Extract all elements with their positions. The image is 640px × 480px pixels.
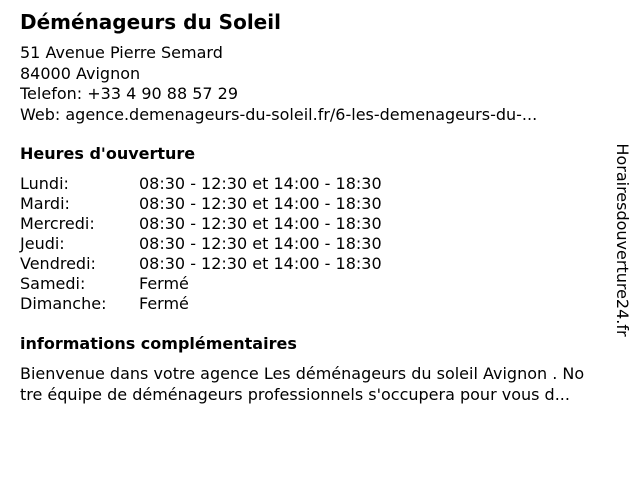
hours-row-sunday [20, 294, 382, 314]
description-line: Bienvenue dans votre agence Les déménageurs du soleil Avignon . No [20, 364, 585, 383]
day-hours: Fermé [139, 274, 189, 293]
day-hours: 08:30 - 12:30 et 14:00 - 18:30 [139, 254, 382, 273]
additional-info-heading: informations complémentaires [20, 334, 297, 353]
day-label: Jeudi: [20, 234, 65, 253]
hours-row-friday [20, 254, 382, 274]
site-watermark: Horairesdouverture24.fr [613, 143, 632, 337]
opening-hours-table [20, 174, 382, 314]
hours-row-wednesday [20, 214, 382, 234]
day-hours: Fermé [139, 294, 189, 313]
day-label: Mardi: [20, 194, 70, 213]
contact-block [20, 43, 537, 125]
day-hours: 08:30 - 12:30 et 14:00 - 18:30 [139, 194, 382, 213]
day-hours: 08:30 - 12:30 et 14:00 - 18:30 [139, 234, 382, 253]
day-hours: 08:30 - 12:30 et 14:00 - 18:30 [139, 174, 382, 193]
address-city: 84000 Avignon [20, 63, 141, 83]
hours-row-tuesday [20, 194, 382, 214]
day-label: Lundi: [20, 174, 69, 193]
business-name: Déménageurs du Soleil [20, 10, 281, 34]
business-description [20, 364, 632, 405]
address-street: 51 Avenue Pierre Semard [20, 43, 223, 62]
day-label: Mercredi: [20, 214, 95, 233]
day-label: Samedi: [20, 274, 86, 293]
day-hours: 08:30 - 12:30 et 14:00 - 18:30 [139, 214, 382, 233]
description-line: tre équipe de déménageurs professionnels s'occupera pour vous d... [20, 384, 570, 404]
hours-row-thursday [20, 234, 382, 254]
website-link[interactable]: Web: agence.demenageurs-du-soleil.fr/6-les-demenageurs-du-... [20, 104, 538, 124]
opening-hours-heading: Heures d'ouverture [20, 144, 196, 163]
phone-number: Telefon: +33 4 90 88 57 29 [20, 84, 239, 103]
hours-row-monday [20, 174, 382, 194]
day-label: Vendredi: [20, 254, 96, 273]
day-label: Dimanche: [20, 294, 107, 313]
hours-row-saturday [20, 274, 382, 294]
